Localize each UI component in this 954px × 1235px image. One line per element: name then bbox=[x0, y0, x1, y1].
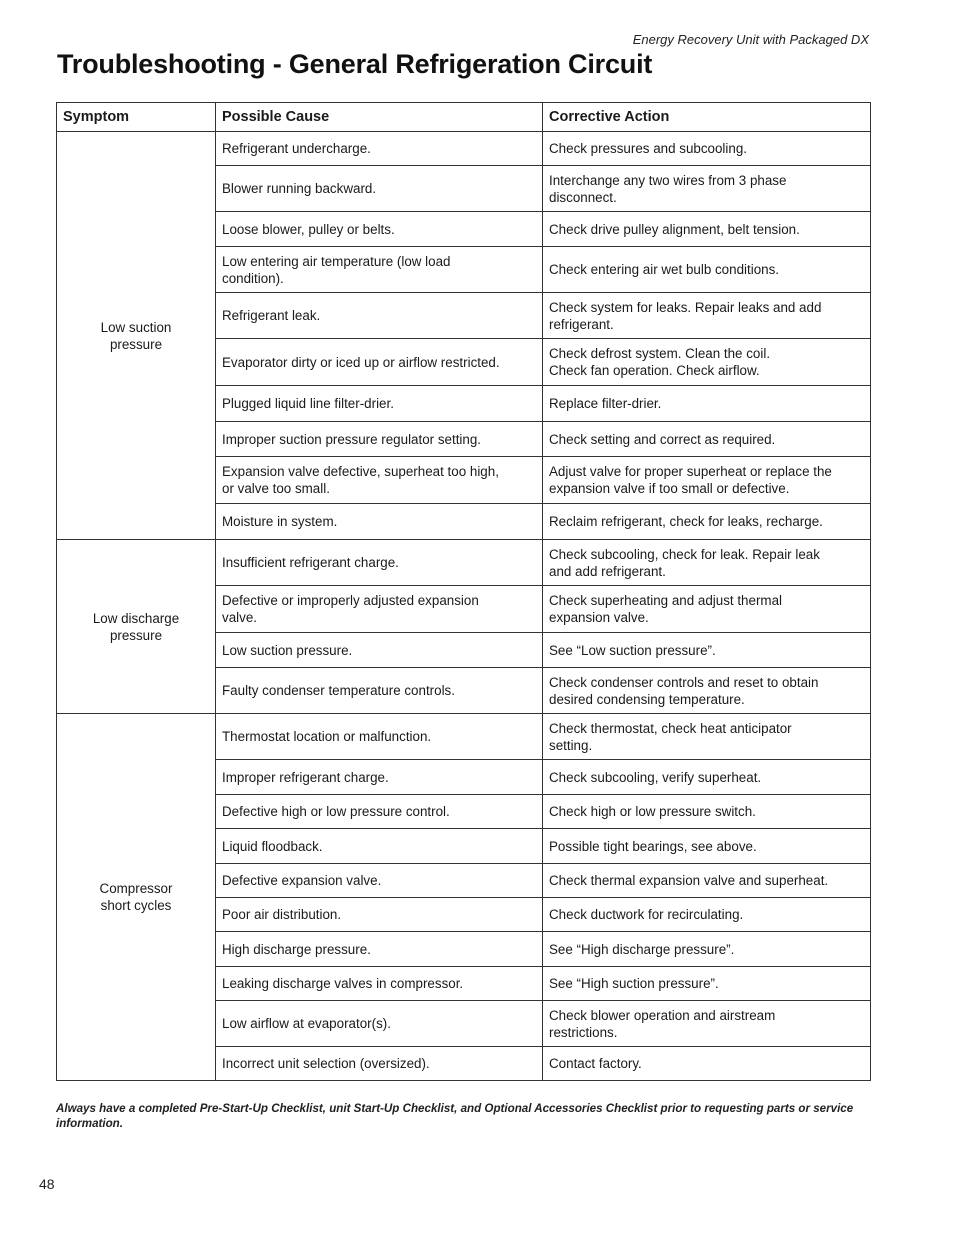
troubleshooting-table bbox=[56, 102, 871, 1081]
possible-cause-cell bbox=[216, 898, 543, 932]
corrective-action-cell bbox=[543, 1047, 871, 1081]
corrective-action-text: Check setting and correct as required. bbox=[549, 431, 776, 447]
corrective-action-text: Contact factory. bbox=[549, 1056, 642, 1071]
possible-cause-text: Loose blower, pulley or belts. bbox=[222, 221, 395, 237]
possible-cause-cell bbox=[216, 540, 543, 586]
corrective-action-cell bbox=[543, 293, 871, 339]
possible-cause-cell bbox=[216, 668, 543, 714]
corrective-action-cell bbox=[543, 457, 871, 504]
corrective-action-text: See “Low suction pressure”. bbox=[549, 642, 716, 658]
corrective-action-cell bbox=[543, 166, 871, 212]
possible-cause-text: Refrigerant undercharge. bbox=[222, 141, 371, 156]
column-header-symptom: Symptom bbox=[57, 103, 216, 132]
corrective-action-text: See “High discharge pressure”. bbox=[549, 941, 735, 957]
possible-cause-cell bbox=[216, 212, 543, 247]
table-row bbox=[57, 540, 871, 586]
corrective-action-text: Check thermal expansion valve and superheat. bbox=[549, 873, 829, 888]
possible-cause-text: Leaking discharge valves in compressor. bbox=[222, 976, 464, 991]
corrective-action-text: Check defrost system. Clean the coil. Check fan operation. Check airflow. bbox=[549, 346, 771, 378]
symptom-cell bbox=[57, 540, 216, 714]
corrective-action-text: Check high or low pressure switch. bbox=[549, 804, 756, 819]
possible-cause-text: Defective or improperly adjusted expansion valve. bbox=[222, 593, 479, 625]
possible-cause-text: Insufficient refrigerant charge. bbox=[222, 555, 399, 570]
symptom-cell bbox=[57, 132, 216, 540]
possible-cause-cell bbox=[216, 1047, 543, 1081]
possible-cause-cell bbox=[216, 339, 543, 386]
corrective-action-text: Check subcooling, check for leak. Repair leak and add refrigerant. bbox=[549, 546, 820, 579]
possible-cause-cell bbox=[216, 932, 543, 967]
corrective-action-text: Replace filter-drier. bbox=[549, 396, 662, 411]
possible-cause-text: Evaporator dirty or iced up or airflow restricted. bbox=[222, 354, 500, 370]
corrective-action-cell bbox=[543, 540, 871, 586]
possible-cause-cell bbox=[216, 633, 543, 668]
possible-cause-cell bbox=[216, 132, 543, 166]
symptom-cell bbox=[57, 714, 216, 1081]
corrective-action-cell bbox=[543, 422, 871, 457]
possible-cause-text: Thermostat location or malfunction. bbox=[222, 729, 432, 744]
corrective-action-cell bbox=[543, 339, 871, 386]
corrective-action-cell bbox=[543, 795, 871, 829]
footnote: Always have a completed Pre-Start-Up Checklist, unit Start-Up Checklist, and Optional Accessories Checklist prior to requesting parts or service information. bbox=[56, 1102, 854, 1130]
possible-cause-cell bbox=[216, 166, 543, 212]
corrective-action-text: Check system for leaks. Repair leaks and add refrigerant. bbox=[549, 299, 822, 332]
possible-cause-text: Liquid floodback. bbox=[222, 838, 323, 854]
column-header-possible-cause: Possible Cause bbox=[216, 103, 543, 132]
corrective-action-text: Possible tight bearings, see above. bbox=[549, 838, 757, 854]
corrective-action-text: Check drive pulley alignment, belt tension. bbox=[549, 221, 800, 237]
corrective-action-text: Check entering air wet bulb conditions. bbox=[549, 262, 780, 277]
possible-cause-text: Moisture in system. bbox=[222, 514, 338, 529]
corrective-action-cell bbox=[543, 760, 871, 795]
corrective-action-cell bbox=[543, 586, 871, 633]
corrective-action-cell bbox=[543, 247, 871, 293]
possible-cause-cell bbox=[216, 714, 543, 760]
corrective-action-text: Check blower operation and airstream restrictions. bbox=[549, 1007, 776, 1040]
possible-cause-text: Defective high or low pressure control. bbox=[222, 804, 450, 819]
possible-cause-cell bbox=[216, 1001, 543, 1047]
possible-cause-cell bbox=[216, 247, 543, 293]
corrective-action-cell bbox=[543, 898, 871, 932]
symptom-label: Low discharge pressure bbox=[92, 610, 180, 643]
page-number: 48 bbox=[39, 1176, 55, 1192]
possible-cause-text: High discharge pressure. bbox=[222, 941, 371, 957]
page-title: Troubleshooting - General Refrigeration Circuit bbox=[57, 49, 653, 79]
possible-cause-text: Incorrect unit selection (oversized). bbox=[222, 1056, 430, 1071]
possible-cause-text: Improper suction pressure regulator setting. bbox=[222, 431, 482, 447]
corrective-action-cell bbox=[543, 668, 871, 714]
possible-cause-cell bbox=[216, 829, 543, 864]
corrective-action-text: Reclaim refrigerant, check for leaks, recharge. bbox=[549, 514, 823, 529]
corrective-action-text: Check condenser controls and reset to obtain desired condensing temperature. bbox=[549, 674, 819, 707]
possible-cause-cell bbox=[216, 967, 543, 1001]
possible-cause-cell bbox=[216, 293, 543, 339]
table-body bbox=[57, 132, 871, 1081]
possible-cause-text: Faulty condenser temperature controls. bbox=[222, 683, 455, 698]
corrective-action-text: Check thermostat, check heat anticipator setting. bbox=[549, 720, 792, 753]
corrective-action-cell bbox=[543, 386, 871, 422]
corrective-action-text: Check subcooling, verify superheat. bbox=[549, 769, 762, 785]
corrective-action-text: Check ductwork for recirculating. bbox=[549, 907, 744, 922]
symptom-label: Compressor short cycles bbox=[99, 881, 173, 913]
document-header-note: Energy Recovery Unit with Packaged DX bbox=[632, 32, 869, 47]
possible-cause-cell bbox=[216, 586, 543, 633]
possible-cause-text: Improper refrigerant charge. bbox=[222, 769, 389, 785]
table-row bbox=[57, 714, 871, 760]
corrective-action-cell bbox=[543, 864, 871, 898]
possible-cause-cell bbox=[216, 504, 543, 540]
possible-cause-text: Low suction pressure. bbox=[222, 642, 353, 658]
corrective-action-cell bbox=[543, 932, 871, 967]
corrective-action-text: See “High suction pressure”. bbox=[549, 976, 719, 991]
corrective-action-cell bbox=[543, 1001, 871, 1047]
possible-cause-text: Low airflow at evaporator(s). bbox=[222, 1016, 391, 1031]
corrective-action-cell bbox=[543, 714, 871, 760]
possible-cause-text: Plugged liquid line filter-drier. bbox=[222, 396, 394, 411]
possible-cause-cell bbox=[216, 760, 543, 795]
possible-cause-text: Refrigerant leak. bbox=[222, 308, 321, 323]
possible-cause-cell bbox=[216, 795, 543, 829]
corrective-action-cell bbox=[543, 829, 871, 864]
column-header-corrective-action: Corrective Action bbox=[543, 103, 871, 132]
table-row bbox=[57, 132, 871, 166]
possible-cause-text: Defective expansion valve. bbox=[222, 873, 382, 888]
corrective-action-text: Check pressures and subcooling. bbox=[549, 141, 747, 156]
table-header-row bbox=[57, 103, 871, 132]
corrective-action-text: Interchange any two wires from 3 phase disconnect. bbox=[549, 172, 787, 205]
corrective-action-cell bbox=[543, 967, 871, 1001]
symptom-label: Low suction pressure bbox=[100, 319, 172, 352]
possible-cause-text: Blower running backward. bbox=[222, 181, 377, 196]
possible-cause-cell bbox=[216, 422, 543, 457]
corrective-action-cell bbox=[543, 212, 871, 247]
corrective-action-text: Adjust valve for proper superheat or replace the expansion valve if too small or defective. bbox=[549, 464, 832, 496]
possible-cause-text: Expansion valve defective, superheat too high, or valve too small. bbox=[222, 464, 499, 496]
possible-cause-cell bbox=[216, 386, 543, 422]
possible-cause-text: Low entering air temperature (low load condition). bbox=[222, 253, 451, 286]
possible-cause-cell bbox=[216, 457, 543, 504]
corrective-action-cell bbox=[543, 132, 871, 166]
corrective-action-text: Check superheating and adjust thermal expansion valve. bbox=[549, 593, 782, 625]
possible-cause-text: Poor air distribution. bbox=[222, 907, 342, 922]
corrective-action-cell bbox=[543, 633, 871, 668]
possible-cause-cell bbox=[216, 864, 543, 898]
corrective-action-cell bbox=[543, 504, 871, 540]
